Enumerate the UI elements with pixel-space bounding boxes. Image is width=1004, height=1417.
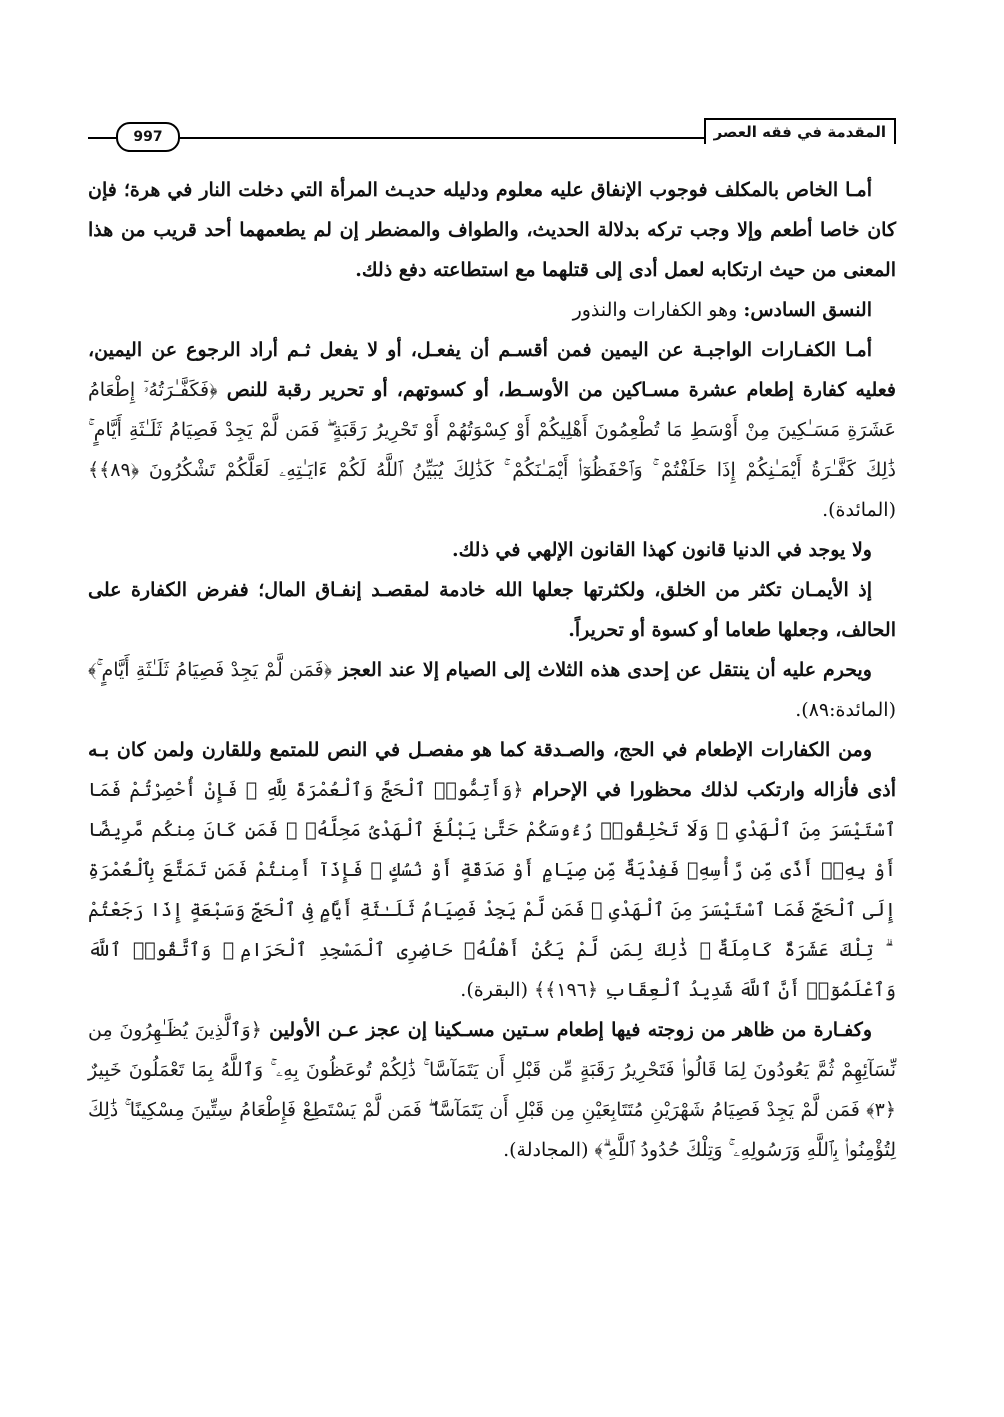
section-heading — [88, 290, 896, 330]
running-title: المقدمة في فقه العصر — [704, 118, 896, 144]
page-header — [88, 118, 896, 148]
quran-verse-baqara-196: ﴿وَأَتِمُّوا۟ ٱلْحَجَّ وَٱلْعُمْرَةَ لِلَّهِ ۚ فَإِنْ أُحْصِرْتُمْ فَمَا ٱسْتَيْسَرَ مِنَ ٱلْهَدْىِ ۖ وَلَا تَحْلِقُوا۟ رُءُوسَكُمْ حَتَّىٰ يَبْلُغَ ٱلْهَدْىُ مَحِلَّهُۥ ۚ فَمَن كَانَ مِنكُم مَّرِيضًا أَوْ بِهِۦٓ أَذًى مِّن رَّأْسِهِۦ فَفِدْيَةٌ مِّن صِيَامٍ أَوْ صَدَقَةٍ أَوْ نُسُكٍ ۚ فَإِذَآ أَمِنتُمْ فَمَن تَمَتَّعَ بِٱلْعُمْرَةِ إِلَى ٱلْحَجِّ فَمَا ٱسْتَيْسَرَ مِنَ ٱلْهَدْىِ ۚ فَمَن لَّمْ يَجِدْ فَصِيَامُ ثَلَـٰثَةِ أَيَّامٍ فِى ٱلْحَجِّ وَسَبْعَةٍ إِذَا رَجَعْتُمْ ۗ تِلْكَ عَشَرَةٌ كَامِلَةٌ ۗ ذَٰلِكَ لِمَن لَّمْ يَكُنْ أَهْلُهُۥ حَاضِرِى ٱلْمَسْجِدِ ٱلْحَرَامِ ۚ وَٱتَّقُوا۟ ٱللَّهَ وَٱعْلَمُوٓا۟ أَنَّ ٱللَّهَ شَدِيدُ ٱلْعِقَابِ ﴿١٩٦﴾﴾ — [88, 779, 896, 1001]
surah-reference: (المائدة:٨٩). — [795, 699, 896, 721]
paragraph-2 — [88, 330, 896, 530]
page-number: 997 — [116, 122, 180, 152]
quran-verse-maida-89: ﴿فَكَفَّـٰرَتُهُۥٓ إِطْعَامُ عَشَرَةِ مَسَـٰكِينَ مِنْ أَوْسَطِ مَا تُطْعِمُونَ أَهْلِيكُمْ أَوْ كِسْوَتُهُمْ أَوْ تَحْرِيرُ رَقَبَةٍ ۖ فَمَن لَّمْ يَجِدْ فَصِيَامُ ثَلَـٰثَةِ أَيَّامٍ ۚ ذَٰلِكَ كَفَّـٰرَةُ أَيْمَـٰنِكُمْ إِذَا حَلَفْتُمْ ۚ وَٱحْفَظُوٓا۟ أَيْمَـٰنَكُمْ ۚ كَذَٰلِكَ يُبَيِّنُ ٱللَّهُ لَكُمْ ءَايَـٰتِهِۦ لَعَلَّكُمْ تَشْكُرُونَ ﴿٨٩﴾﴾ — [88, 379, 896, 481]
paragraph-4: إذ الأيمـان تكثر من الخلق، ولكثرتها جعلها الله خادمة لمقصـد إنفـاق المال؛ ففرض الكفارة على الحالف، وجعلها طعاما أو كسوة أو تحريراً. — [88, 579, 896, 641]
surah-reference: (المائدة). — [822, 499, 896, 521]
paragraph-6-text: ومن الكفارات الإطعام في الحج، والصـدقة كما هو مفصـل في النص للمتمع وللقارن ولمن كان بـه أذى فأزاله وارتكب لذلك محظورا في الإحرام — [88, 739, 896, 801]
section-heading-label: النسق السادس: — [743, 299, 872, 321]
paragraph-3: ولا يوجد في الدنيا قانون كهذا القانون الإلهي في ذلك. — [452, 539, 872, 561]
paragraph-6 — [88, 730, 896, 1010]
paragraph-7 — [88, 1010, 896, 1170]
section-heading-text: وهو الكفارات والنذور — [572, 299, 744, 321]
page-body — [88, 170, 896, 1170]
quran-verse-maida-89-excerpt: ﴿فَمَن لَّمْ يَجِدْ فَصِيَامُ ثَلَـٰثَةِ أَيَّامٍ ۚ﴾ — [88, 659, 333, 681]
paragraph-1: أمـا الخاص بالمكلف فوجوب الإنفاق عليه معلوم ودليله حديـث المرأة التي دخلت النار في هرة؛ فإن كان خاصا أطعم وإلا وجب تركه بدلالة الحديث، والطواف والمضطر إن لم يطعمهما أحد قريب من هذا المعنى من حيث ارتكابه لعمل أدى إلى قتلهما مع استطاعته دفع ذلك. — [88, 179, 896, 281]
paragraph-7-text: وكفـارة من ظاهر من زوجته فيها إطعام سـتين مسـكينا إن عجز عـن الأولين — [261, 1019, 872, 1041]
paragraph-5-text: ويحرم عليه أن ينتقل عن إحدى هذه الثلاث إلى الصيام إلا عند العجز — [332, 659, 872, 681]
paragraph-5 — [88, 650, 896, 730]
quran-verse-mujadala-3-4: ﴿وَٱلَّذِينَ يُظَـٰهِرُونَ مِن نِّسَآئِهِمْ ثُمَّ يَعُودُونَ لِمَا قَالُوا۟ فَتَحْرِيرُ رَقَبَةٍ مِّن قَبْلِ أَن يَتَمَآسَّا ۚ ذَٰلِكُمْ تُوعَظُونَ بِهِۦ ۚ وَٱللَّهُ بِمَا تَعْمَلُونَ خَبِيرٌ ﴿٣﴾ فَمَن لَّمْ يَجِدْ فَصِيَامُ شَهْرَيْنِ مُتَتَابِعَيْنِ مِن قَبْلِ أَن يَتَمَآسَّا ۖ فَمَن لَّمْ يَسْتَطِعْ فَإِطْعَامُ سِتِّينَ مِسْكِينًا ۚ ذَٰلِكَ لِتُؤْمِنُوا۟ بِٱللَّهِ وَرَسُولِهِۦ ۚ وَتِلْكَ حُدُودُ ٱللَّهِ ۗ﴾ — [88, 1019, 896, 1161]
paragraph-2-text: أمـا الكفـارات الواجبـة عن اليمين فمن أقسـم أن يفعـل، أو لا يفعل ثـم أراد الرجوع عن اليمين، فعليه كفارة إطعام عشرة مسـاكين من الأوسـط، أو كسوتهم، أو تحرير رقبة للنص — [88, 339, 897, 401]
surah-reference: (البقرة). — [460, 979, 535, 1001]
surah-reference: (المجادلة). — [503, 1139, 595, 1161]
